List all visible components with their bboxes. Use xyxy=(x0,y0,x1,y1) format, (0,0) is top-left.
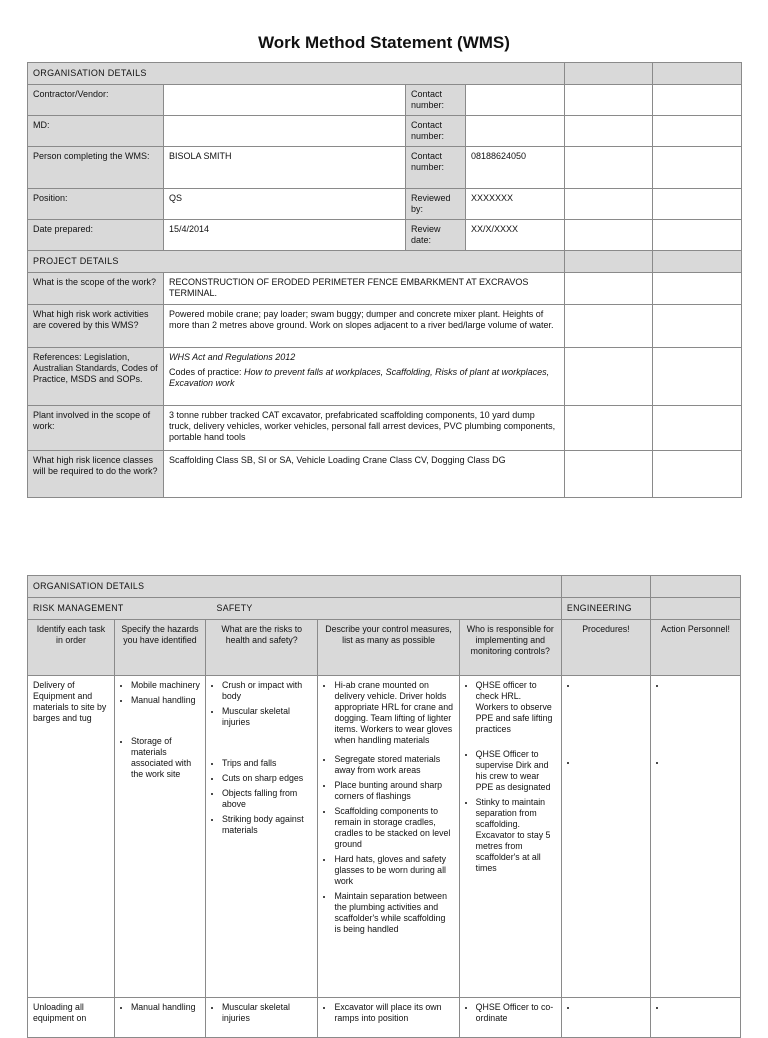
org-row: MD: Contact number: xyxy=(28,116,742,147)
contractor-field[interactable] xyxy=(164,85,406,116)
task-cell: Delivery of Equipment and materials to site by barges and tug xyxy=(28,676,115,998)
project-row: What high risk work activities are covered by this WMS? Powered mobile crane; pay loader; swam buggy; dumper and concrete mixer plant. Heights of more than 2 metres above ground. Work on slopes adjacent to a river bed/large volume of water. xyxy=(28,305,742,348)
page-title: Work Method Statement (WMS) xyxy=(258,33,510,52)
controls-cell: • Excavator will place its own ramps into position xyxy=(318,998,459,1038)
risk-management-table xyxy=(27,575,741,1038)
controls-cell: • Hi-ab crane mounted on delivery vehicle. Driver holds appropriate HRL for crane and dogging. Team lifting of lighter items. Workers to wear gloves when handling materials • Segregate stored materials away from work areas • Place bunting around sharp corners of flashings • Scaffolding components to remain in storage cradles, cradles to be stacked on level ground • Hard hats, gloves and safety glasses to be worn during all work • Maintain separation between the plumbing activities and scaffolder's while scaffolding is being handled xyxy=(318,676,459,998)
action-personnel-cell xyxy=(650,676,740,998)
engineering-header: ENGINEERING xyxy=(561,598,650,620)
org-row: Person completing the WMS: BISOLA SMITH Contact number: 08188624050 xyxy=(28,147,742,189)
responsible-cell: • QHSE officer to check HRL. Workers to observe PPE and safe lifting practices • QHSE Officer to supervise Dirk and his crew to wear PPE as designated • Stinky to maintain separation from scaffolding. Excavator to stay 5 metres from scaffolder's at all times xyxy=(459,676,561,998)
contractor-contact-field[interactable] xyxy=(466,85,565,116)
procedures-cell xyxy=(561,998,650,1038)
table-row xyxy=(28,998,741,1038)
org-row: Position: QS Reviewed by: XXXXXXX xyxy=(28,189,742,220)
licence-classes-field[interactable]: Scaffolding Class SB, SI or SA, Vehicle Loading Crane Class CV, Dogging Class DG xyxy=(164,451,565,498)
action-personnel-cell xyxy=(650,998,740,1038)
person-field[interactable]: BISOLA SMITH xyxy=(164,147,406,189)
org-row: Date prepared: 15/4/2014 Review date: XX/X/XXXX xyxy=(28,220,742,251)
scope-field[interactable]: RECONSTRUCTION OF ERODED PERIMETER FENCE EMBARKMENT AT EXCRAVOS TERMINAL. xyxy=(164,273,565,305)
task-cell: Unloading all equipment on xyxy=(28,998,115,1038)
project-row: What is the scope of the work? RECONSTRUCTION OF ERODED PERIMETER FENCE EMBARKMENT AT EXCRAVOS TERMINAL. xyxy=(28,273,742,305)
column-header-row: Identify each task in order Specify the hazards you have identified What are the risks to health and safety? Describe your control measures, list as many as possible Who is responsible for implementing and monitoring controls? Procedures! Action Personnel! xyxy=(28,620,741,676)
review-date-field[interactable]: XX/X/XXXX xyxy=(466,220,565,251)
procedures-cell xyxy=(561,676,650,998)
hazards-cell: • Manual handling xyxy=(114,998,205,1038)
hazards-cell: • Mobile machinery • Manual handling • Storage of materials associated with the work site xyxy=(114,676,205,998)
project-row: What high risk licence classes will be required to do the work? Scaffolding Class SB, SI or SA, Vehicle Loading Crane Class CV, Dogging Class DG xyxy=(28,451,742,498)
risks-cell: • Muscular skeletal injuries xyxy=(205,998,318,1038)
responsible-cell: • QHSE Officer to co-ordinate xyxy=(459,998,561,1038)
org-row: Contractor/Vendor: Contact number: xyxy=(28,85,742,116)
md-field[interactable] xyxy=(164,116,406,147)
project-section-header: PROJECT DETAILS xyxy=(28,251,565,273)
position-field[interactable]: QS xyxy=(164,189,406,220)
risk-safety-header: RISK MANAGEMENT SAFETY xyxy=(28,598,562,620)
wms-details-table xyxy=(27,62,742,498)
date-prepared-field[interactable]: 15/4/2014 xyxy=(164,220,406,251)
table-row xyxy=(28,676,741,998)
high-risk-activities-field[interactable]: Powered mobile crane; pay loader; swam buggy; dumper and concrete mixer plant. Heights of more than 2 metres above ground. Work on slopes adjacent to a river bed/large volume of water. xyxy=(164,305,565,348)
references-field[interactable]: WHS Act and Regulations 2012 Codes of practice: How to prevent falls at workplaces, Scaffolding, Risks of plant at workplaces, Excavation work xyxy=(164,348,565,406)
person-contact-field[interactable]: 08188624050 xyxy=(466,147,565,189)
project-row: References: Legislation, Australian Standards, Codes of Practice, MSDS and SOPs. WHS Act and Regulations 2012 Codes of practice: How to prevent falls at workplaces, Scaffolding, Risks of plant at workplaces, Excavation work xyxy=(28,348,742,406)
risks-cell: • Crush or impact with body • Muscular skeletal injuries • Trips and falls • Cuts on sharp edges • Objects falling from above • Striking body against materials xyxy=(205,676,318,998)
reviewed-by-field[interactable]: XXXXXXX xyxy=(466,189,565,220)
org-section-header: ORGANISATION DETAILS xyxy=(28,63,565,85)
project-row: Plant involved in the scope of work: 3 tonne rubber tracked CAT excavator, prefabricated scaffolding components, 10 yard dump truck, delivery vehicles, worker vehicles, personal fall arrest devices, PVC plumbing components, portable hand tools xyxy=(28,406,742,451)
plant-involved-field[interactable]: 3 tonne rubber tracked CAT excavator, prefabricated scaffolding components, 10 yard dump truck, delivery vehicles, worker vehicles, personal fall arrest devices, PVC plumbing components, portable hand tools xyxy=(164,406,565,451)
md-contact-field[interactable] xyxy=(466,116,565,147)
org-section-header-2: ORGANISATION DETAILS xyxy=(28,576,562,598)
